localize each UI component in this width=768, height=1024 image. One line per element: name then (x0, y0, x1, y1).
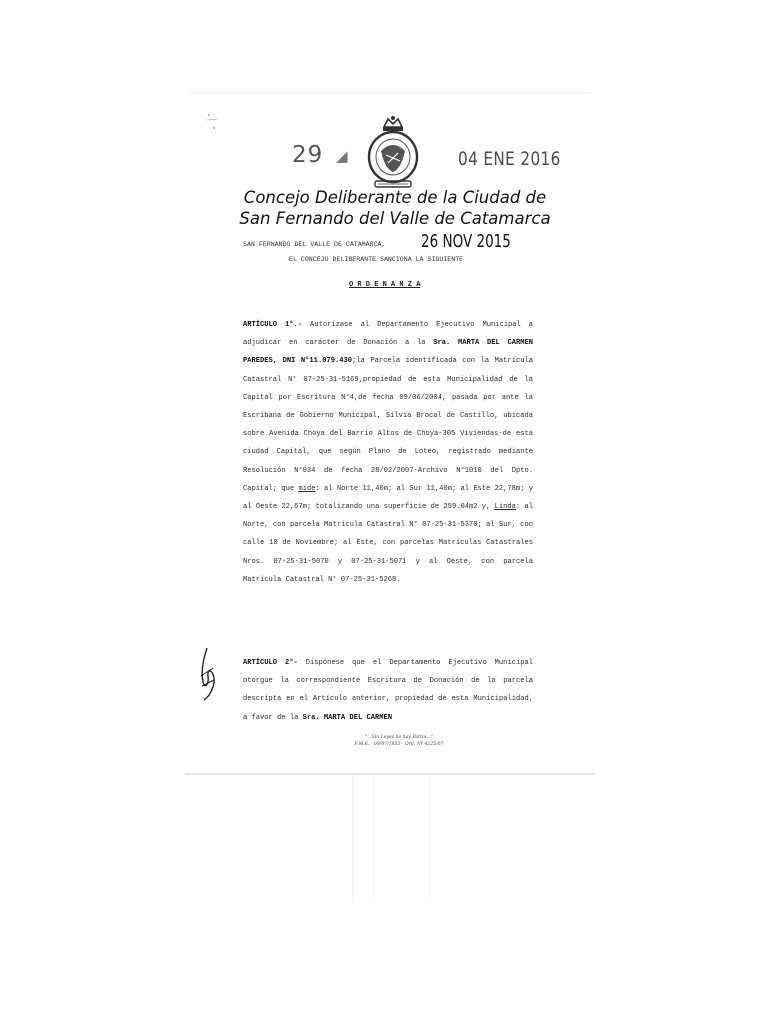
footer-motto (338, 734, 460, 748)
coat-of-arms-seal (362, 115, 424, 193)
beneficiary-name: Sra. MARTA DEL CARMEN PAREDES, DNI N°11.079.430 (243, 339, 533, 366)
stamp-number: 29 (292, 142, 324, 168)
measures-label: mide (298, 484, 316, 493)
council-sanction-line: EL CONCEJO DELIBERANTE SANCIONA LA SIGUIENTE (289, 256, 464, 263)
article-1-text-3: : al Norte 11,40m; al Sur 11,40m; al Este 22,78m; y al Oeste 22,67m; totalizando una superficie de 259.04m2 y, (243, 484, 534, 512)
council-title-line1: Concejo Deliberante de la Ciudad de (243, 188, 547, 207)
article-1-text-2: ;la Parcela identificada con la Matrícula Catastral N° 07-25-31-5169,propiedad de esta Municipalidad de la Capital por Escritura N°4,de fecha 09/06/2004, pasada por ante la Escribana de Gobierno Municipal, Silvia Brocal de Castillo, ubicada sobre Avenida Choya del Barrio Altos de Choya-305 Viviendas-de esta ciudad Capital, que según Plano de Loteo, registrado mediante Resolución N°034 de fecha 28/02/2007-Archivo N°1010 del Dpto. Capital; que (243, 357, 533, 493)
motto-reference: F.M.E. - 09/07/1853 - Ord. Nº 4225/07 (354, 742, 444, 747)
received-date-stamp: 04 ENE 2016 (458, 148, 561, 170)
motto-text: "...Sin Leyes no hay Patria..." (365, 735, 433, 740)
scan-artifact-line (373, 775, 374, 900)
stamp-mark: ◢ (336, 147, 348, 165)
signing-date-stamp: 26 NOV 2015 (421, 231, 511, 252)
article-1-label: ARTÍCULO 1°.- (243, 321, 303, 329)
article-1-text-1: Autorízase al Departamento Ejecutivo Municipal a adjudicar en carácter de Donación a la (243, 321, 534, 348)
margin-mark (205, 112, 219, 132)
article-2-beneficiary: Sra. MARTA DEL CARMEN (302, 713, 393, 722)
ordinance-heading: O R D E N A N Z A (349, 281, 421, 289)
scan-edge-top (190, 92, 590, 93)
scan-artifact-line (352, 775, 353, 900)
article-2-label: ARTÍCULO 2°- (243, 659, 298, 667)
scan-artifact-line (429, 775, 430, 900)
boundaries-label: Linda (494, 503, 516, 512)
article-2 (243, 654, 533, 727)
article-1 (243, 316, 533, 589)
article-1-text-4: : al Norte, con parcela Matrícula Catastral N° 07-25-31-5370; al Sur, con calle 10 de Noviembre; al Este, con parcelas Matrículas Catastrales Nros. 07-25-31-5070 y 07-25-31-5071 y al Oeste, con parcela Matrícula Catastral N° 07-25-31-5268. (243, 503, 533, 584)
scan-edge-bottom (185, 773, 595, 775)
article-2-text-1: Dispónese que el Departamento Ejecutivo Municipal otorgue la correspondiente Escritura de Donación de la parcela descripta en el Artículo anterior, propiedad de esta Municipalidad, a favor de la (243, 659, 533, 722)
place-line: SAN FERNANDO DEL VALLE DE CATAMARCA, (243, 241, 386, 248)
council-title-line2: San Fernando del Valle de Catamarca (239, 209, 551, 228)
handwritten-signature (198, 646, 220, 702)
